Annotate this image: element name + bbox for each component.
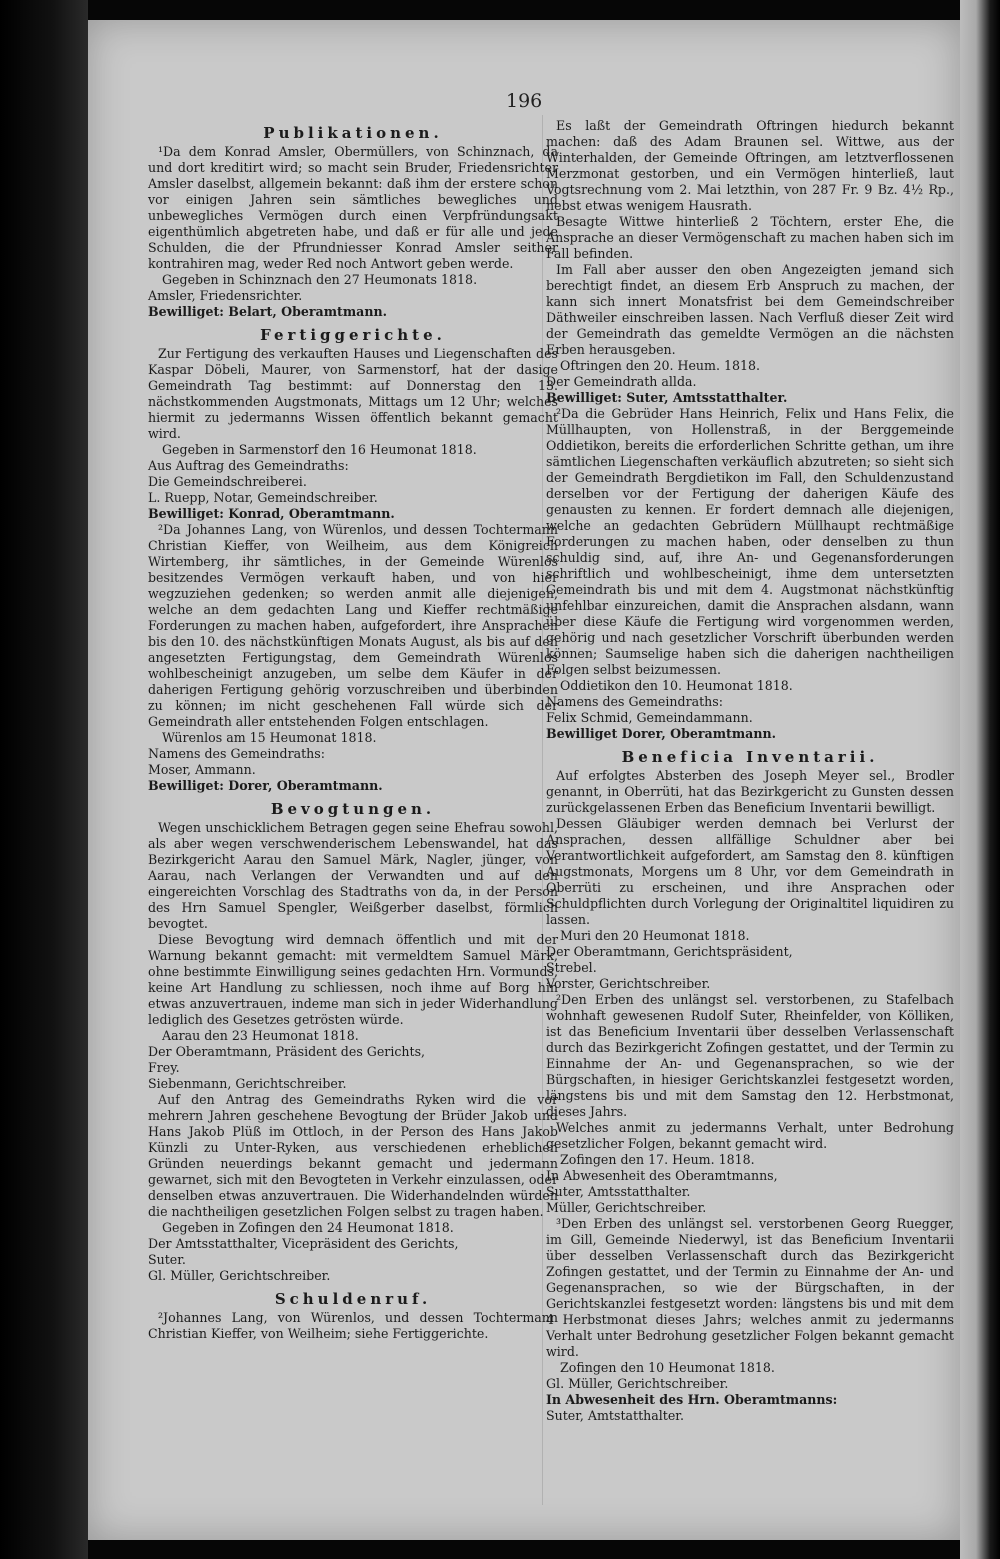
signature-line: L. Ruepp, Notar, Gemeindschreiber. [148,490,378,505]
page-number: 196 [506,90,543,112]
notice-paragraph: ²Da Johannes Lang, von Würenlos, und dessen Tochtermann Christian Kieffer, von Weilheim, aus dem Königreich Wirtemberg, ihr sämtliches, in der Gemeinde Würenlos besitzendes Vermögen verkauft haben, und von hier wegzuziehen gedenken; so werden anmit alle diejenigen, welche an dem gedachten Lang und Kieffer rechtmäßige Forderungen zu machen haben, aufgefordert, ihre Ansprachen bis den 10. des nächstkünftigen Monats August, als bis auf den angesetzten Fertigungstag, dem Gemeindrath Würenlos wohlbescheinigt anzugeben, um selbe dem Käufer in der daherigen Fertigung gehörig vorzuschreiben und überbinden zu können; im nicht geschehenen Fall würde sich der Gemeindrath aller entstehenden Folgen entschlagen. [148,522,558,729]
notice-date-line: Zofingen den 10 Heumonat 1818. [560,1360,775,1375]
notice-paragraph: Diese Bevogtung wird demnach öffentlich und mit der Warnung bekannt gemacht: mit vermeldtem Samuel Märk, ohne bestimmte Einwilligung seines gedachten Hrn. Vormunds, keine Art Handlung zu schliessen, noch ihme auf Borg hin etwas anzuvertrauen, indeme man sich in jeder Widerhandlung lediglich des Gesetzes getrösten würde. [148,932,558,1027]
notice-paragraph: Es laßt der Gemeindrath Oftringen hiedurch bekannt machen: daß des Adam Braunen sel. Wittwe, aus der Winterhalden, der Gemeinde Oftringen, am letztverflossenen Merzmonat gestorben, und ein Vermögen hinterließ, laut Vogtsrechnung vom 2. Mai letzthin, von 287 Fr. 9 Bz. 4½ Rp., nebst etwas wenigem Hausrath. [546,118,954,213]
signature-line: Der Gemeindrath allda. [546,374,697,389]
signature-line: Gl. Müller, Gerichtschreiber. [148,1268,331,1283]
notice-date-line: Gegeben in Zofingen den 24 Heumonat 1818. [162,1220,454,1235]
approval-line: Bewilliget Dorer, Oberamtmann. [546,726,777,741]
notice-paragraph: Wegen unschicklichem Betragen gegen seine Ehefrau sowohl, als aber wegen verschwenderischem Lebenswandel, hat das Bezirkgericht Aarau den Samuel Märk, Nagler, jünger, von Aarau, nach Verlangen der Verwandten und auf den eingereichten Vorschlag des Stadtraths von da, in der Person des Hrn Samuel Spengler, Weißgerber daselbst, förmlich bevogtet. [148,820,558,931]
notice-paragraph: Besagte Wittwe hinterließ 2 Töchtern, erster Ehe, die Ansprache an dieser Vermögenschaft zu machen haben sich im Fall befinden. [546,214,954,261]
signature-line: Vorster, Gerichtschreiber. [546,976,711,991]
scan-page-edge [960,0,1000,1559]
section-heading: Bevogtungen. [270,800,436,818]
notice-paragraph: Auf erfolgtes Absterben des Joseph Meyer sel., Brodler genannt, in Oberrüti, hat das Bezirkgericht zu Gunsten dessen zurückgelassenen Erben das Beneficium Inventarii bewilligt. [546,768,954,815]
notice-paragraph: ³Den Erben des unlängst sel. verstorbenen Georg Ruegger, im Gill, Gemeinde Niederwyl, ist das Beneficium Inventarii über desselben Verlassenschaft durch das Bezirkgericht Zofingen gestattet, und der Termin zu Einnahme der An- und Gegenansprachen, so wie der Bürgschaften, in der Gerichtskanzlei festgesetzt worden: längstens bis und mit dem 4 Herbstmonat dieses Jahrs; welches anmit zu jedermanns Verhalt unter Bedrohung gesetzlicher Folgen bekannt gemacht wird. [546,1216,954,1359]
signature-line: Siebenmann, Gerichtschreiber. [148,1076,347,1091]
signature-line: Der Oberamtmann, Präsident des Gerichts, [148,1044,426,1059]
notice-date-line: Oftringen den 20. Heum. 1818. [560,358,761,373]
signature-line: Namens des Gemeindraths: [148,746,325,761]
notice-paragraph: Im Fall aber ausser den oben Angezeigten jemand sich berechtigt findet, an diesem Erb Anspruch zu machen, der kann sich innert Monatsfrist bei dem Gemeindschreiber Däthweiler einschreiben lassen. Nach Verfluß dieser Zeit wird der Gemeindrath das gemeldte Vermögen an die nächsten Erben herausgeben. [546,262,954,357]
signature-line: Müller, Gerichtschreiber. [546,1200,707,1215]
approval-line: Bewilliget: Belart, Oberamtmann. [148,304,388,319]
notice-date-line: Zofingen den 17. Heum. 1818. [560,1152,755,1167]
notice-paragraph: Zur Fertigung des verkauften Hauses und Liegenschaften des Kaspar Döbeli, Maurer, von Sarmenstorf, hat der dasige Gemeindrath Tag bestimmt: auf Donnerstag den 13. nächstkommenden Augstmonats, Mittags um 12 Uhr; welches hiermit zu jedermanns Wissen öffentlich bekannt gemacht wird. [148,346,558,441]
section-heading: Beneficia Inventarii. [621,748,879,766]
signature-line: Felix Schmid, Gemeindammann. [546,710,753,725]
approval-line: In Abwesenheit des Hrn. Oberamtmanns: [546,1392,838,1407]
notice-date-line: Gegeben in Sarmenstorf den 16 Heumonat 1818. [162,442,477,457]
right-column [546,118,954,1424]
notice-date-line: Gegeben in Schinznach den 27 Heumonats 1818. [162,272,478,287]
signature-line: Frey. [148,1060,180,1075]
section-heading: Fertiggerichte. [260,326,446,344]
signature-line: Der Amtsstatthalter, Vicepräsident des Gerichts, [148,1236,459,1251]
notice-paragraph: ²Da die Gebrüder Hans Heinrich, Felix und Hans Felix, die Müllhaupten, von Hollenstraß, in der Berggemeinde Oddietikon, bereits die erforderlichen Schritte gethan, um ihre sämtlichen Liegenschaften verkäuflich abzutreten; so sieht sich der Gemeindrath Bergdietikon im Fall, den Schuldenzustand derselben vor der Fertigung der daherigen Käufe des genausten zu kennen. Er fordert demnach alle diejenigen, welche an gedachten Gebrüdern Müllhaupt rechtmäßige Forderungen zu machen haben, oder denselben zu thun schuldig sind, auf, ihre An- und Gegenansforderungen schriftlich und wohlbescheinigt, ihme dem untersetzten Gemeindrath bis und mit dem 4. Augstmonat nächstkünftig unfehlbar einzureichen, damit die Ansprachen alsdann, wann über diese Käufe die Fertigung wird vorgenommen werden, gehörig und nach gesetzlicher Vorschrift überbunden werden können; Saumselige haben sich die daherigen nachtheiligen Folgen selbst beizumessen. [546,406,954,677]
signature-line: Aus Auftrag des Gemeindraths: [148,458,349,473]
notice-paragraph: Dessen Gläubiger werden demnach bei Verlurst der Ansprachen, dessen allfällige Schuldner aber bei Verantwortlichkeit aufgefordert, am Samstag den 8. künftigen Augstmonats, Morgens um 8 Uhr, vor dem Gemeindrath in Oberrüti zu erscheinen, und ihre Ansprachen oder Schuldpflichten durch Vorlegung der Originaltitel liquidiren zu lassen. [546,816,954,927]
approval-line: Bewilliget: Suter, Amtsstatthalter. [546,390,788,405]
notice-paragraph: Auf den Antrag des Gemeindraths Ryken wird die vor mehrern Jahren geschehene Bevogtung der Brüder Jakob und Hans Jakob Plüß im Ottloch, in der Person des Hans Jakob Künzli zu Unter-Ryken, aus verschiedenen erheblichen Gründen neuerdings bekannt gemacht und jedermann gewarnet, sich mit den Bevogteten in Verkehr einzulassen, oder denselben etwas anzuvertrauen. Die Widerhandelnden würden die nachtheiligen gesetzlichen Folgen selbst zu tragen haben. [148,1092,558,1219]
signature-line: Die Gemeindschreiberei. [148,474,307,489]
notice-date-line: Würenlos am 15 Heumonat 1818. [162,730,377,745]
signature-line: Suter, Amtsstatthalter. [546,1184,691,1199]
document-page [88,20,960,1540]
notice-date-line: Aarau den 23 Heumonat 1818. [162,1028,359,1043]
scan-shadow-left [0,0,88,1559]
signature-line: Gl. Müller, Gerichtschreiber. [546,1376,729,1391]
signature-line: Strebel. [546,960,597,975]
approval-line: Bewilliget: Dorer, Oberamtmann. [148,778,383,793]
signature-line: Suter. [148,1252,186,1267]
notice-paragraph: ²Den Erben des unlängst sel. verstorbenen, zu Stafelbach wohnhaft gewesenen Rudolf Suter, Rheinfelder, von Kölliken, ist das Beneficium Inventarii über desselben Verlassenschaft durch das Bezirkgericht Zofingen gestattet, und der Termin zu Einnahme der An- und Gegenansprachen, so wie der Bürgschaften, in hiesiger Gerichtskanzlei festgesetzt worden, längstens bis und mit dem Samstag den 12. Herbstmonat, dieses Jahrs. [546,992,954,1119]
section-heading: Publikationen. [263,124,443,142]
signature-line: Namens des Gemeindraths: [546,694,723,709]
notice-date-line: Muri den 20 Heumonat 1818. [560,928,750,943]
notice-paragraph: ¹Da dem Konrad Amsler, Obermüllers, von Schinznach, da und dort kreditirt wird; so macht sein Bruder, Friedensrichter Amsler daselbst, allgemein bekannt: daß ihm der erstere schon vor einigen Jahren sein sämtliches bewegliches und unbewegliches Vermögen durch einen Verpfründungsakt eigenthümlich abgetreten habe, und daß er für alle und jede Schulden, die der Pfrundniesser Konrad Amsler seither kontrahiren mag, weder Red noch Antwort geben werde. [148,144,558,271]
signature-line: Amsler, Friedensrichter. [148,288,303,303]
signature-line: Moser, Ammann. [148,762,256,777]
approval-line: Bewilliget: Konrad, Oberamtmann. [148,506,395,521]
notice-date-line: Oddietikon den 10. Heumonat 1818. [560,678,793,693]
signature-line: Der Oberamtmann, Gerichtspräsident, [546,944,793,959]
left-column [148,118,558,1342]
notice-paragraph: Welches anmit zu jedermanns Verhalt, unter Bedrohung gesetzlicher Folgen, bekannt gemacht wird. [546,1120,954,1151]
section-heading: Schuldenruf. [274,1290,432,1308]
notice-paragraph: ²Johannes Lang, von Würenlos, und dessen Tochtermann Christian Kieffer, von Weilheim; siehe Fertiggerichte. [148,1310,558,1341]
signature-line: Suter, Amtstatthalter. [546,1408,684,1423]
signature-line: In Abwesenheit des Oberamtmanns, [546,1168,778,1183]
